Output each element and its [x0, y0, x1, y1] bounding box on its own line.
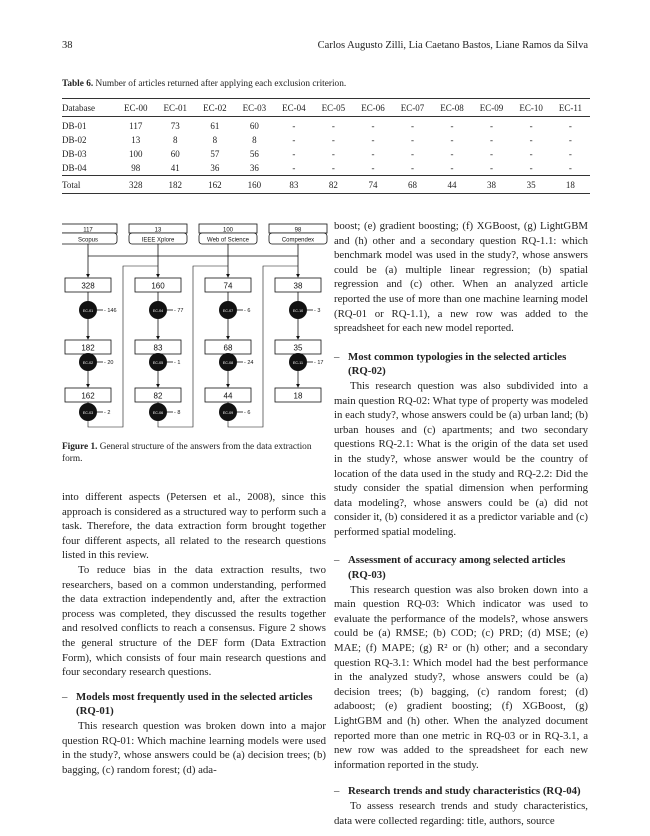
table-cell: 60	[170, 149, 180, 159]
table-cell: -	[331, 163, 335, 173]
table-cell: -	[371, 135, 375, 145]
table-cell: -	[529, 121, 533, 131]
count-value: 44	[223, 391, 233, 401]
paragraph: boost; (e) gradient boosting; (f) XGBoost, (g) LightGBM and (h) other and a secondary question RQ-1.1: which benchmark model was used in the study?, whose answers could be (a) multiple linear regression; (b) spatial regression and (c) other. When an analyzed article reported the use of more than one machine learning model (RQ-01 or RQ-1.1), a new row was added to the spreadsheet for each new model reported.	[334, 220, 588, 335]
source-count: 98	[294, 227, 302, 234]
column-header: EC-11	[558, 102, 582, 113]
criterion-label: EC-04	[152, 309, 164, 313]
table-cell: 57	[210, 149, 220, 159]
source-name: Web of Science	[207, 237, 249, 244]
table-cell: -	[568, 149, 572, 159]
table-cell: -	[410, 163, 414, 173]
removed-count: - 2	[104, 410, 111, 416]
section-heading: – Models most frequently used in the selected articles (RQ-01)	[62, 690, 313, 718]
table-cell: -	[410, 149, 414, 159]
table-cell: 100	[129, 149, 143, 159]
criterion-label: EC-10	[292, 309, 304, 313]
removed-count: - 17	[314, 360, 324, 366]
table-cell: 41	[170, 163, 180, 173]
figure-caption-text: General structure of the answers from the data extraction form.	[62, 442, 312, 464]
criterion-label: EC-06	[152, 411, 164, 415]
table-caption	[62, 79, 346, 89]
table-cell: DB-01	[62, 121, 87, 131]
table-cell: -	[292, 135, 296, 145]
table-cell: 74	[368, 179, 378, 190]
table-cell: 68	[407, 179, 417, 190]
figure-flowchart	[62, 222, 332, 432]
table-cell: 36	[249, 163, 259, 173]
source-name: IEEE Xplore	[141, 237, 175, 244]
table-caption-label: Table 6.	[62, 79, 94, 89]
source-count: 117	[83, 227, 93, 234]
column-header: EC-02	[203, 102, 227, 113]
table-cell: -	[410, 121, 414, 131]
column-header: EC-00	[124, 102, 148, 113]
total-row	[62, 176, 590, 194]
table-cell: 182	[168, 179, 183, 190]
column-header: EC-01	[163, 102, 188, 113]
removed-count: - 6	[244, 410, 251, 416]
table-cell: -	[450, 135, 454, 145]
table-cell: DB-02	[62, 135, 87, 145]
table-cell: 8	[212, 135, 218, 145]
column-header: EC-07	[400, 102, 425, 113]
table-cell: 35	[526, 179, 536, 190]
count-value: 74	[223, 281, 233, 291]
count-value: 328	[81, 281, 95, 291]
table-cell: -	[490, 135, 494, 145]
removed-count: - 146	[104, 308, 117, 314]
table-cell: 36	[210, 163, 220, 173]
table-cell: 82	[328, 179, 338, 190]
section-heading: – Most common typologies in the selected articles (RQ-02)	[334, 350, 567, 378]
table-cell: -	[568, 163, 572, 173]
column-header: EC-03	[242, 102, 267, 113]
criterion-label: EC-09	[222, 411, 234, 415]
table-cell: 13	[131, 135, 141, 145]
table-cell: -	[292, 163, 296, 173]
criterion-label: EC-01	[82, 309, 94, 313]
left-column	[62, 490, 326, 777]
table-cell: -	[292, 121, 296, 131]
column-header: EC-04	[282, 102, 306, 113]
right-column	[334, 219, 588, 828]
count-value: 162	[81, 391, 95, 401]
table-cell: 18	[565, 179, 575, 190]
table-cell: -	[529, 135, 533, 145]
paragraph: To reduce bias in the data extraction results, two researchers, based on a common understanding, performed the data extraction independently and, after the extraction process was completed, they discussed the results together and resolved conflicts to reach a consensus. Figure 2 shows the general structure of the DEF form (Data Extraction Form), which consists of four main research questions and four secondary research questions.	[62, 563, 326, 679]
table-cell: -	[490, 163, 494, 173]
source-name: Compendex	[281, 237, 315, 244]
count-value: 160	[151, 281, 165, 291]
table-cell: 8	[252, 135, 257, 145]
table-cell: -	[292, 149, 296, 159]
removed-count: - 1	[174, 360, 181, 366]
criterion-label: EC-08	[222, 361, 234, 365]
table-cell: 73	[170, 121, 180, 131]
removed-count: - 3	[314, 308, 321, 314]
table-cell: -	[568, 135, 572, 145]
table-cell: -	[371, 121, 375, 131]
table-cell: 44	[447, 179, 457, 190]
table-cell: -	[371, 163, 375, 173]
source-name: Scopus	[77, 237, 99, 244]
table-caption-text: Number of articles returned after applying each exclusion criterion.	[93, 79, 347, 89]
table-cell: -	[450, 121, 454, 131]
count-value: 68	[223, 343, 233, 353]
table-header-row	[62, 99, 590, 117]
running-authors: Carlos Augusto Zilli, Lia Caetano Bastos, Liane Ramos da Silva	[317, 40, 588, 51]
column-header: EC-10	[519, 102, 543, 113]
removed-count: - 6	[244, 308, 251, 314]
table-cell: -	[529, 149, 533, 159]
count-value: 182	[81, 343, 95, 353]
paragraph: This research question was broken down into a major question RQ-01: Which machine learning models were used in the study?, whose answers could be (a) decision trees; (b) bagging, (c) random forest; (d) ada-	[62, 719, 326, 776]
table-cell: -	[371, 149, 375, 159]
removed-count: - 8	[174, 410, 181, 416]
table-cell: -	[331, 135, 335, 145]
source-count: 100	[222, 227, 234, 234]
paragraph: This research question was also subdivided into a main question RQ-02: What type of property was modeled in each study?, whose answers could be (a) urban land; (b) urban houses and (c) apartments; and two secondary questions RQ-2.1: What is the origin of the data set used in the study?, whose answer would be the country of location of the data used in the study and RQ-2.2: Did the study consider the spatial dimension when performing data modeling?, whose answers could be (a) did not consider it, (b) considered it as a predictor variable and (c) performed spatial modeling.	[334, 379, 588, 538]
paragraph: To assess research trends and study characteristics, data were collected regarding: title, authors, source	[334, 799, 588, 827]
table-row	[62, 147, 590, 161]
criterion-label: EC-03	[82, 411, 94, 415]
table-row	[62, 133, 590, 147]
table-cell: -	[490, 149, 494, 159]
column-header: EC-05	[321, 102, 346, 113]
removed-count: - 24	[244, 360, 254, 366]
figure-caption	[62, 441, 332, 465]
table-cell: -	[331, 149, 335, 159]
page-number: 38	[62, 40, 73, 51]
table-cell: -	[450, 149, 454, 159]
table-cell: DB-04	[62, 163, 87, 173]
criterion-label: EC-11	[293, 361, 303, 365]
table-row	[62, 161, 590, 176]
table-cell: -	[568, 121, 572, 131]
paragraph: This research question was also broken down into a main question RQ-03: Which indicator was used to evaluate the performance of the models?, whose answers could be (a) RMSE; (b) COD; (c) PRD; (d) MSE; (e) MAE; (f) MAPE; (g) R² or (h) other; and a secondary question RQ-3.1: Which model had the best performance in the analyzed study?, whose answers could be (a) decision trees; (b) bagging, (c) random forest; (d) adaboost; (e) gradient boosting; (f) XGBoost, (g) LightGBM and (h) other. When the analyzed document reported more than one metric in RQ-03 or in RQ-3.1, a new row was added to the spreadsheet for each new information reported in the study.	[334, 583, 588, 771]
column-header: EC-06	[361, 102, 385, 113]
table-cell: -	[450, 163, 454, 173]
source-count: 13	[154, 227, 162, 234]
count-value: 83	[153, 343, 163, 353]
table-row	[62, 117, 590, 134]
table-cell: -	[331, 121, 335, 131]
removed-count: - 77	[174, 308, 184, 314]
paragraph: into different aspects (Petersen et al., 2008), since this approach is considered as a structured way to perform such a task. Therefore, the data extraction form brought together four different aspects, all related to the research questions listed in this review.	[62, 491, 326, 562]
table-cell: Total	[62, 179, 81, 190]
column-header: EC-09	[479, 102, 504, 113]
table-cell: 38	[487, 179, 497, 190]
count-value: 18	[293, 391, 303, 401]
criterion-label: EC-05	[152, 361, 164, 365]
removed-count: - 20	[104, 360, 114, 366]
table-cell: 60	[249, 121, 259, 131]
table-cell: 83	[289, 179, 299, 190]
table-cell: 117	[129, 121, 143, 131]
table-cell: 61	[210, 121, 220, 131]
column-header: EC-08	[440, 102, 464, 113]
column-header: Database	[62, 102, 95, 113]
criterion-label: EC-02	[82, 361, 94, 365]
table-cell: -	[529, 163, 533, 173]
exclusion-table	[62, 98, 590, 194]
table-cell: -	[490, 121, 494, 131]
count-value: 35	[293, 343, 303, 353]
table-cell: DB-03	[62, 149, 87, 159]
table-cell: 160	[247, 179, 262, 190]
criterion-label: EC-07	[222, 309, 234, 313]
table-cell: 8	[173, 135, 178, 145]
page-header	[62, 40, 588, 56]
count-value: 38	[293, 281, 303, 291]
table-cell: 56	[249, 149, 259, 159]
table-cell: 162	[208, 179, 222, 190]
count-value: 82	[153, 391, 163, 401]
table-cell: 98	[131, 163, 141, 173]
table-cell: 328	[129, 179, 143, 190]
section-heading: – Research trends and study characteristics (RQ-04)	[334, 785, 581, 798]
figure-caption-label: Figure 1.	[62, 442, 98, 452]
table-cell: -	[410, 135, 414, 145]
section-heading: – Assessment of accuracy among selected articles (RQ-03)	[334, 554, 566, 582]
